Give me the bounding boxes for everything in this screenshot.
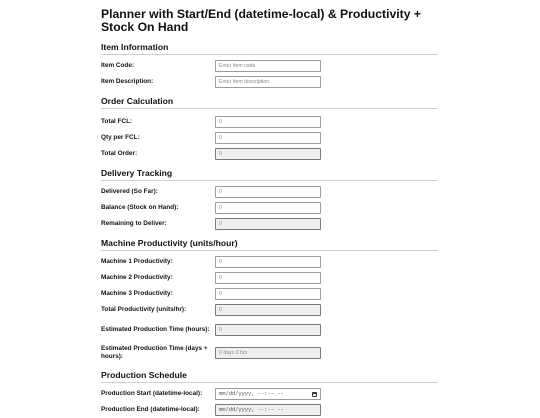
- production-start-row: [101, 386, 438, 402]
- est-hours-row: [101, 318, 438, 341]
- section-title-schedule: Production Schedule: [101, 370, 438, 383]
- delivered-row: [101, 184, 438, 200]
- est-hours-output: 0: [215, 324, 321, 336]
- balance-row: [101, 200, 438, 216]
- calendar-icon[interactable]: [312, 392, 317, 397]
- delivered-label: Delivered (So Far):: [101, 188, 158, 196]
- total-order-output: 0: [215, 148, 321, 160]
- est-hours-label: Estimated Production Time (hours):: [101, 325, 210, 333]
- section-title-order: Order Calculation: [101, 96, 438, 109]
- item-code-row: [101, 58, 438, 74]
- item-code-label: Item Code:: [101, 62, 135, 70]
- machine-1-label: Machine 1 Productivity:: [101, 258, 173, 266]
- est-days-row: [101, 341, 438, 364]
- production-start-value: mm/dd/yyyy, --:-- --: [219, 391, 284, 397]
- qty-per-fcl-row: [101, 130, 438, 146]
- qty-per-fcl-input[interactable]: 0: [215, 132, 321, 144]
- machine-3-input[interactable]: 0: [215, 288, 321, 300]
- page-title: Planner with Start/End (datetime-local) & Productivity + Stock On Hand: [101, 7, 421, 34]
- section-title-delivery: Delivery Tracking: [101, 168, 438, 181]
- production-end-output: [215, 404, 321, 416]
- production-end-value: mm/dd/yyyy, --:-- --: [219, 407, 284, 413]
- est-days-label: Estimated Production Time (days + hours):: [101, 345, 208, 360]
- remaining-label: Remaining to Deliver:: [101, 220, 167, 228]
- total-fcl-label: Total FCL:: [101, 118, 133, 126]
- production-end-label: Production End (datetime-local):: [101, 406, 200, 414]
- remaining-output: 0: [215, 218, 321, 230]
- total-fcl-input[interactable]: 0: [215, 116, 321, 128]
- machine-1-row: [101, 254, 438, 270]
- section-title-productivity: Machine Productivity (units/hour): [101, 238, 438, 251]
- total-productivity-row: [101, 302, 438, 318]
- balance-input[interactable]: 0: [215, 202, 321, 214]
- machine-2-label: Machine 2 Productivity:: [101, 274, 173, 282]
- production-end-row: [101, 402, 438, 418]
- total-productivity-label: Total Productivity (units/hr):: [101, 306, 187, 314]
- total-productivity-output: 0: [215, 304, 321, 316]
- item-description-label: Item Description:: [101, 78, 154, 86]
- production-start-label: Production Start (datetime-local):: [101, 390, 203, 398]
- est-days-output: 0 days 0 hrs: [215, 347, 321, 359]
- machine-2-input[interactable]: 0: [215, 272, 321, 284]
- item-description-input[interactable]: Enter item description: [215, 76, 321, 88]
- remaining-row: [101, 216, 438, 232]
- total-order-row: [101, 146, 438, 162]
- balance-label: Balance (Stock on Hand):: [101, 204, 179, 212]
- section-title-item: Item Information: [101, 42, 438, 55]
- machine-1-input[interactable]: 0: [215, 256, 321, 268]
- delivered-input[interactable]: 0: [215, 186, 321, 198]
- machine-3-label: Machine 3 Productivity:: [101, 290, 173, 298]
- total-order-label: Total Order:: [101, 150, 138, 158]
- machine-3-row: [101, 286, 438, 302]
- total-fcl-row: [101, 114, 438, 130]
- planner-form: [101, 8, 438, 418]
- item-description-row: [101, 74, 438, 90]
- item-code-input[interactable]: Enter item code: [215, 60, 321, 72]
- production-start-input[interactable]: [215, 388, 321, 400]
- machine-2-row: [101, 270, 438, 286]
- qty-per-fcl-label: Qty per FCL:: [101, 134, 140, 142]
